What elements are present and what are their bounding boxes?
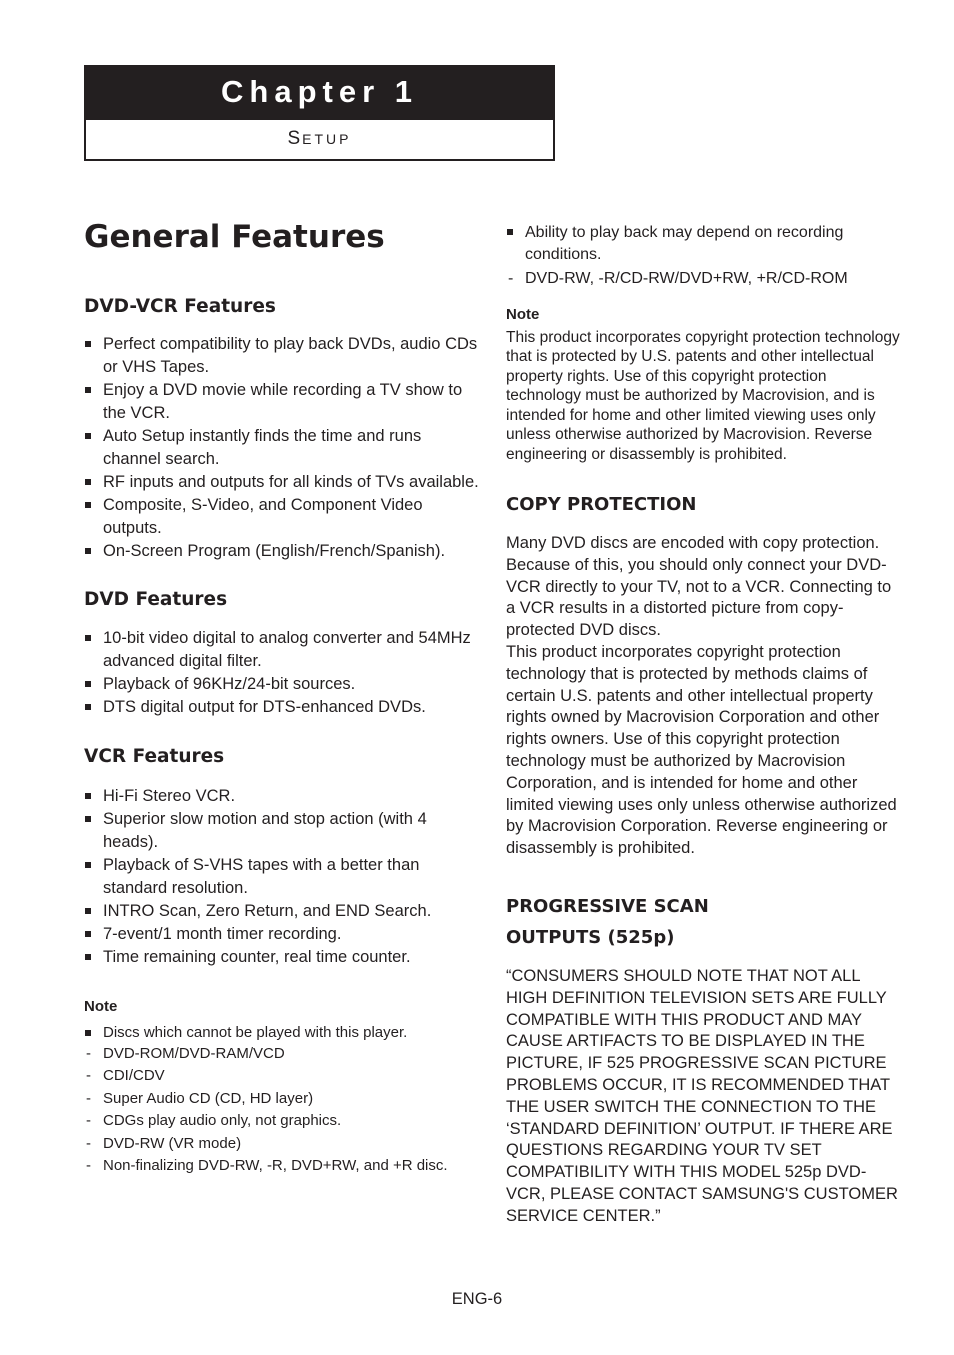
right-column — [506, 222, 901, 1228]
list-item: 7-event/1 month timer recording. — [84, 923, 479, 946]
progressive-scan-heading — [506, 891, 901, 953]
list-item: Superior slow motion and stop action (with 4 heads). — [84, 808, 479, 854]
page-title: General Features — [84, 219, 385, 255]
copy-protection-paragraph-2: This product incorporates copyright protection technology that is protected by methods claims of certain U.S. patents and other intellectual property rights owned by Macrovision Corporation and other rights owners. Use of this copyright protection technology must be authorized by Macrovision Corporation, and is intended for home and other limited viewing uses only unless otherwise authorized by Macrovision Corporation. Reverse engineering or disassembly is prohibited. — [506, 642, 897, 858]
list-item: DTS digital output for DTS-enhanced DVDs. — [84, 696, 479, 719]
chapter-title: Chapter 1 — [86, 67, 553, 120]
sub-list-item: - DVD-RW (VR mode) — [84, 1134, 479, 1154]
left-column — [84, 215, 479, 1176]
note-item-text: Discs which cannot be played with this player. — [103, 1024, 408, 1041]
note-label: Note — [84, 998, 118, 1015]
playback-sublist — [506, 268, 901, 289]
list-item: RF inputs and outputs for all kinds of TVs available. — [84, 471, 479, 494]
chapter-header — [84, 65, 555, 161]
note-list — [84, 1023, 479, 1043]
playback-list — [506, 222, 901, 265]
sub-list-item: - Super Audio CD (CD, HD layer) — [84, 1089, 479, 1109]
sub-list-item: - Non-finalizing DVD-RW, -R, DVD+RW, and +R disc. — [84, 1156, 479, 1176]
list-item: INTRO Scan, Zero Return, and END Search. — [84, 900, 479, 923]
dvd-vcr-features-list — [84, 333, 479, 563]
list-item: Enjoy a DVD movie while recording a TV show to the VCR. — [84, 379, 479, 425]
list-item: Playback of 96KHz/24-bit sources. — [84, 673, 479, 696]
vcr-features-list — [84, 785, 479, 969]
copy-protection-paragraph-1: Many DVD discs are encoded with copy protection. Because of this, you should only connect your DVD-VCR directly to your TV, not to a VCR. Connecting to a VCR results in a distorted picture from copy-protected DVD discs. — [506, 534, 892, 640]
list-item: Hi-Fi Stereo VCR. — [84, 785, 479, 808]
list-item: Ability to play back may depend on recording conditions. — [506, 222, 901, 265]
list-item: Time remaining counter, real time counter. — [84, 946, 479, 969]
note-label: Note — [506, 305, 540, 323]
chapter-subtitle — [86, 120, 553, 158]
list-item: Perfect compatibility to play back DVDs, audio CDs or VHS Tapes. — [84, 333, 479, 379]
copy-protection-heading: COPY PROTECTION — [506, 494, 697, 515]
progressive-scan-heading-line-2: OUTPUTS (525p) — [506, 926, 675, 948]
progressive-scan-heading-line-1: PROGRESSIVE SCAN — [506, 895, 709, 917]
list-item: Composite, S-Video, and Component Video outputs. — [84, 494, 479, 540]
list-item: Playback of S-VHS tapes with a better than standard resolution. — [84, 854, 479, 900]
note-text: This product incorporates copyright protection technology that is protected by U.S. patents and other intellectual property rights. Use of this copyright protection technology must be authorized by Macrovision, and is intended for home and other limited viewing uses only unless otherwise authorized by Macrovision. Reverse engineering or disassembly is prohibited. — [506, 328, 900, 463]
note-sublist — [84, 1044, 479, 1177]
list-item — [84, 1023, 479, 1043]
dvd-features-list — [84, 627, 479, 719]
page-number: ENG-6 — [451, 1290, 503, 1308]
sub-list-item: - CDI/CDV — [84, 1066, 479, 1086]
list-item: 10-bit video digital to analog converter and 54MHz advanced digital filter. — [84, 627, 479, 673]
progressive-scan-text: “CONSUMERS SHOULD NOTE THAT NOT ALL HIGH DEFINITION TELEVISION SETS ARE FULLY COMPATIBLE WITH THIS PRODUCT AND MAY CAUSE ARTIFACTS TO BE DISPLAYED IN THE PICTURE, IF 525 PROGRESSIVE SCAN PICTURE PROBLEMS OCCUR, IT IS RECOMMENDED THAT THE USER SWITCH THE CONNECTION TO THE ‘STANDARD DEFINITION’ OUTPUT. IF THERE ARE QUESTIONS REGARDING YOUR TV SET COMPATIBILITY WITH THIS MODEL 525p DVD-VCR, PLEASE CONTACT SAMSUNG'S CUSTOMER SERVICE CENTER.” — [506, 966, 898, 1225]
dvd-vcr-features-heading: DVD-VCR Features — [84, 296, 276, 317]
list-item: On-Screen Program (English/French/Spanish). — [84, 540, 479, 563]
chapter-subtitle-initial: S — [287, 128, 303, 149]
list-item: Auto Setup instantly finds the time and runs channel search. — [84, 425, 479, 471]
vcr-features-heading: VCR Features — [84, 746, 225, 767]
dvd-features-heading: DVD Features — [84, 589, 228, 610]
sub-list-item: - CDGs play audio only, not graphics. — [84, 1111, 479, 1131]
chapter-subtitle-rest: ETUP — [302, 131, 352, 147]
sub-list-item: - DVD-RW, -R/CD-RW/DVD+RW, +R/CD-ROM — [506, 268, 901, 289]
sub-list-item: - DVD-ROM/DVD-RAM/VCD — [84, 1044, 479, 1064]
